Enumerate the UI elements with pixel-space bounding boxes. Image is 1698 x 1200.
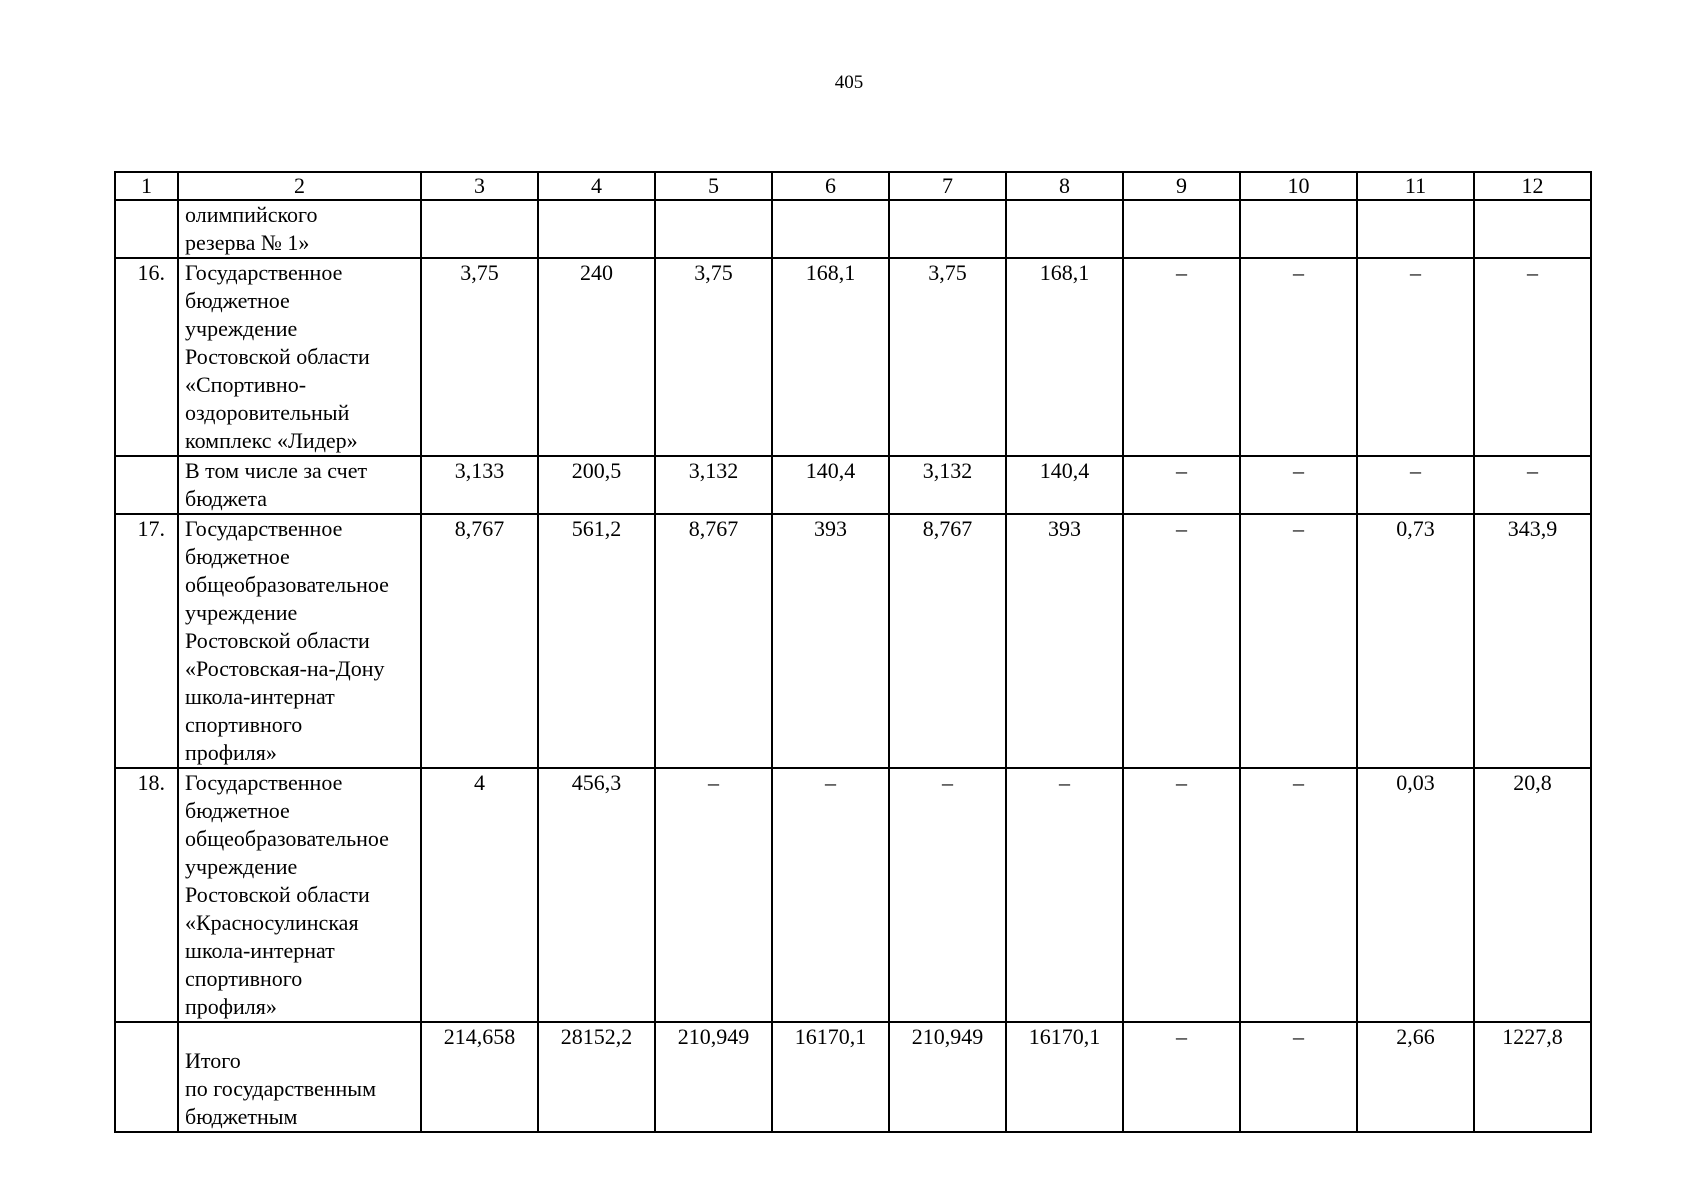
header-cell: 7 — [889, 172, 1006, 200]
value-cell-col-6: – — [772, 768, 889, 1022]
value-cell-col-9: – — [1123, 1022, 1240, 1132]
header-cell: 6 — [772, 172, 889, 200]
value-cell-col-7: 210,949 — [889, 1022, 1006, 1132]
value-cell-col-6: 16170,1 — [772, 1022, 889, 1132]
value-cell-col-5: 3,132 — [655, 456, 772, 514]
value-cell-col-7: 3,132 — [889, 456, 1006, 514]
value-cell-col-12: 343,9 — [1474, 514, 1591, 768]
header-cell: 11 — [1357, 172, 1474, 200]
value-cell-col-7: 8,767 — [889, 514, 1006, 768]
header-cell: 10 — [1240, 172, 1357, 200]
table-row — [115, 258, 1591, 456]
value-cell-col-3: 8,767 — [421, 514, 538, 768]
value-cell-col-11 — [1357, 200, 1474, 258]
value-cell-col-10: – — [1240, 456, 1357, 514]
value-cell-col-10: – — [1240, 1022, 1357, 1132]
total-label: Итого по государственным бюджетным — [185, 1048, 376, 1129]
value-cell-col-4 — [538, 200, 655, 258]
value-cell-col-12: – — [1474, 258, 1591, 456]
header-row — [115, 172, 1591, 200]
institution-name: олимпийского резерва № 1» — [178, 200, 421, 258]
institution-name — [178, 1022, 421, 1132]
value-cell-col-7: 3,75 — [889, 258, 1006, 456]
value-cell-col-3: 4 — [421, 768, 538, 1022]
value-cell-col-3 — [421, 200, 538, 258]
row-number — [115, 1022, 178, 1132]
value-cell-col-9: – — [1123, 456, 1240, 514]
header-cell: 5 — [655, 172, 772, 200]
data-table — [114, 171, 1592, 1133]
value-cell-col-5: 210,949 — [655, 1022, 772, 1132]
header-cell: 2 — [178, 172, 421, 200]
value-cell-col-11: 2,66 — [1357, 1022, 1474, 1132]
value-cell-col-10: – — [1240, 258, 1357, 456]
value-cell-col-8: 168,1 — [1006, 258, 1123, 456]
value-cell-col-12 — [1474, 200, 1591, 258]
institution-name: В том числе за счет бюджета — [178, 456, 421, 514]
header-cell: 4 — [538, 172, 655, 200]
value-cell-col-7: – — [889, 768, 1006, 1022]
value-cell-col-4: 28152,2 — [538, 1022, 655, 1132]
value-cell-col-8: – — [1006, 768, 1123, 1022]
value-cell-col-12: – — [1474, 456, 1591, 514]
value-cell-col-8 — [1006, 200, 1123, 258]
value-cell-col-11: 0,03 — [1357, 768, 1474, 1022]
value-cell-col-11: – — [1357, 258, 1474, 456]
header-cell: 1 — [115, 172, 178, 200]
institution-name: Государственное бюджетное общеобразовательное учреждение Ростовской области «Ростовская-на-Дону школа-интернат спортивного профиля» — [178, 514, 421, 768]
value-cell-col-10: – — [1240, 768, 1357, 1022]
value-cell-col-4: 456,3 — [538, 768, 655, 1022]
value-cell-col-8: 140,4 — [1006, 456, 1123, 514]
table-row — [115, 200, 1591, 258]
value-cell-col-6: 140,4 — [772, 456, 889, 514]
row-number: 16. — [115, 258, 178, 456]
value-cell-col-10: – — [1240, 514, 1357, 768]
value-cell-col-12: 1227,8 — [1474, 1022, 1591, 1132]
table-row — [115, 514, 1591, 768]
value-cell-col-9: – — [1123, 514, 1240, 768]
value-cell-col-9: – — [1123, 768, 1240, 1022]
value-cell-col-5: 8,767 — [655, 514, 772, 768]
table-row — [115, 768, 1591, 1022]
header-cell: 9 — [1123, 172, 1240, 200]
row-number — [115, 200, 178, 258]
value-cell-col-3: 214,658 — [421, 1022, 538, 1132]
value-cell-col-4: 200,5 — [538, 456, 655, 514]
value-cell-col-11: 0,73 — [1357, 514, 1474, 768]
value-cell-col-6: 168,1 — [772, 258, 889, 456]
value-cell-col-9 — [1123, 200, 1240, 258]
row-number: 17. — [115, 514, 178, 768]
header-cell: 8 — [1006, 172, 1123, 200]
value-cell-col-9: – — [1123, 258, 1240, 456]
total-row — [115, 1022, 1591, 1132]
value-cell-col-6: 393 — [772, 514, 889, 768]
value-cell-col-7 — [889, 200, 1006, 258]
page-number: 405 — [834, 72, 864, 93]
header-cell: 3 — [421, 172, 538, 200]
value-cell-col-5: 3,75 — [655, 258, 772, 456]
value-cell-col-3: 3,75 — [421, 258, 538, 456]
value-cell-col-8: 393 — [1006, 514, 1123, 768]
value-cell-col-4: 240 — [538, 258, 655, 456]
value-cell-col-8: 16170,1 — [1006, 1022, 1123, 1132]
institution-name: Государственное бюджетное общеобразовательное учреждение Ростовской области «Красносулинская школа-интернат спортивного профиля» — [178, 768, 421, 1022]
value-cell-col-10 — [1240, 200, 1357, 258]
value-cell-col-5: – — [655, 768, 772, 1022]
value-cell-col-4: 561,2 — [538, 514, 655, 768]
table-row — [115, 456, 1591, 514]
value-cell-col-5 — [655, 200, 772, 258]
institution-name: Государственное бюджетное учреждение Ростовской области «Спортивно- оздоровительный комплекс «Лидер» — [178, 258, 421, 456]
row-number: 18. — [115, 768, 178, 1022]
value-cell-col-3: 3,133 — [421, 456, 538, 514]
value-cell-col-11: – — [1357, 456, 1474, 514]
row-number — [115, 456, 178, 514]
value-cell-col-12: 20,8 — [1474, 768, 1591, 1022]
header-cell: 12 — [1474, 172, 1591, 200]
value-cell-col-6 — [772, 200, 889, 258]
